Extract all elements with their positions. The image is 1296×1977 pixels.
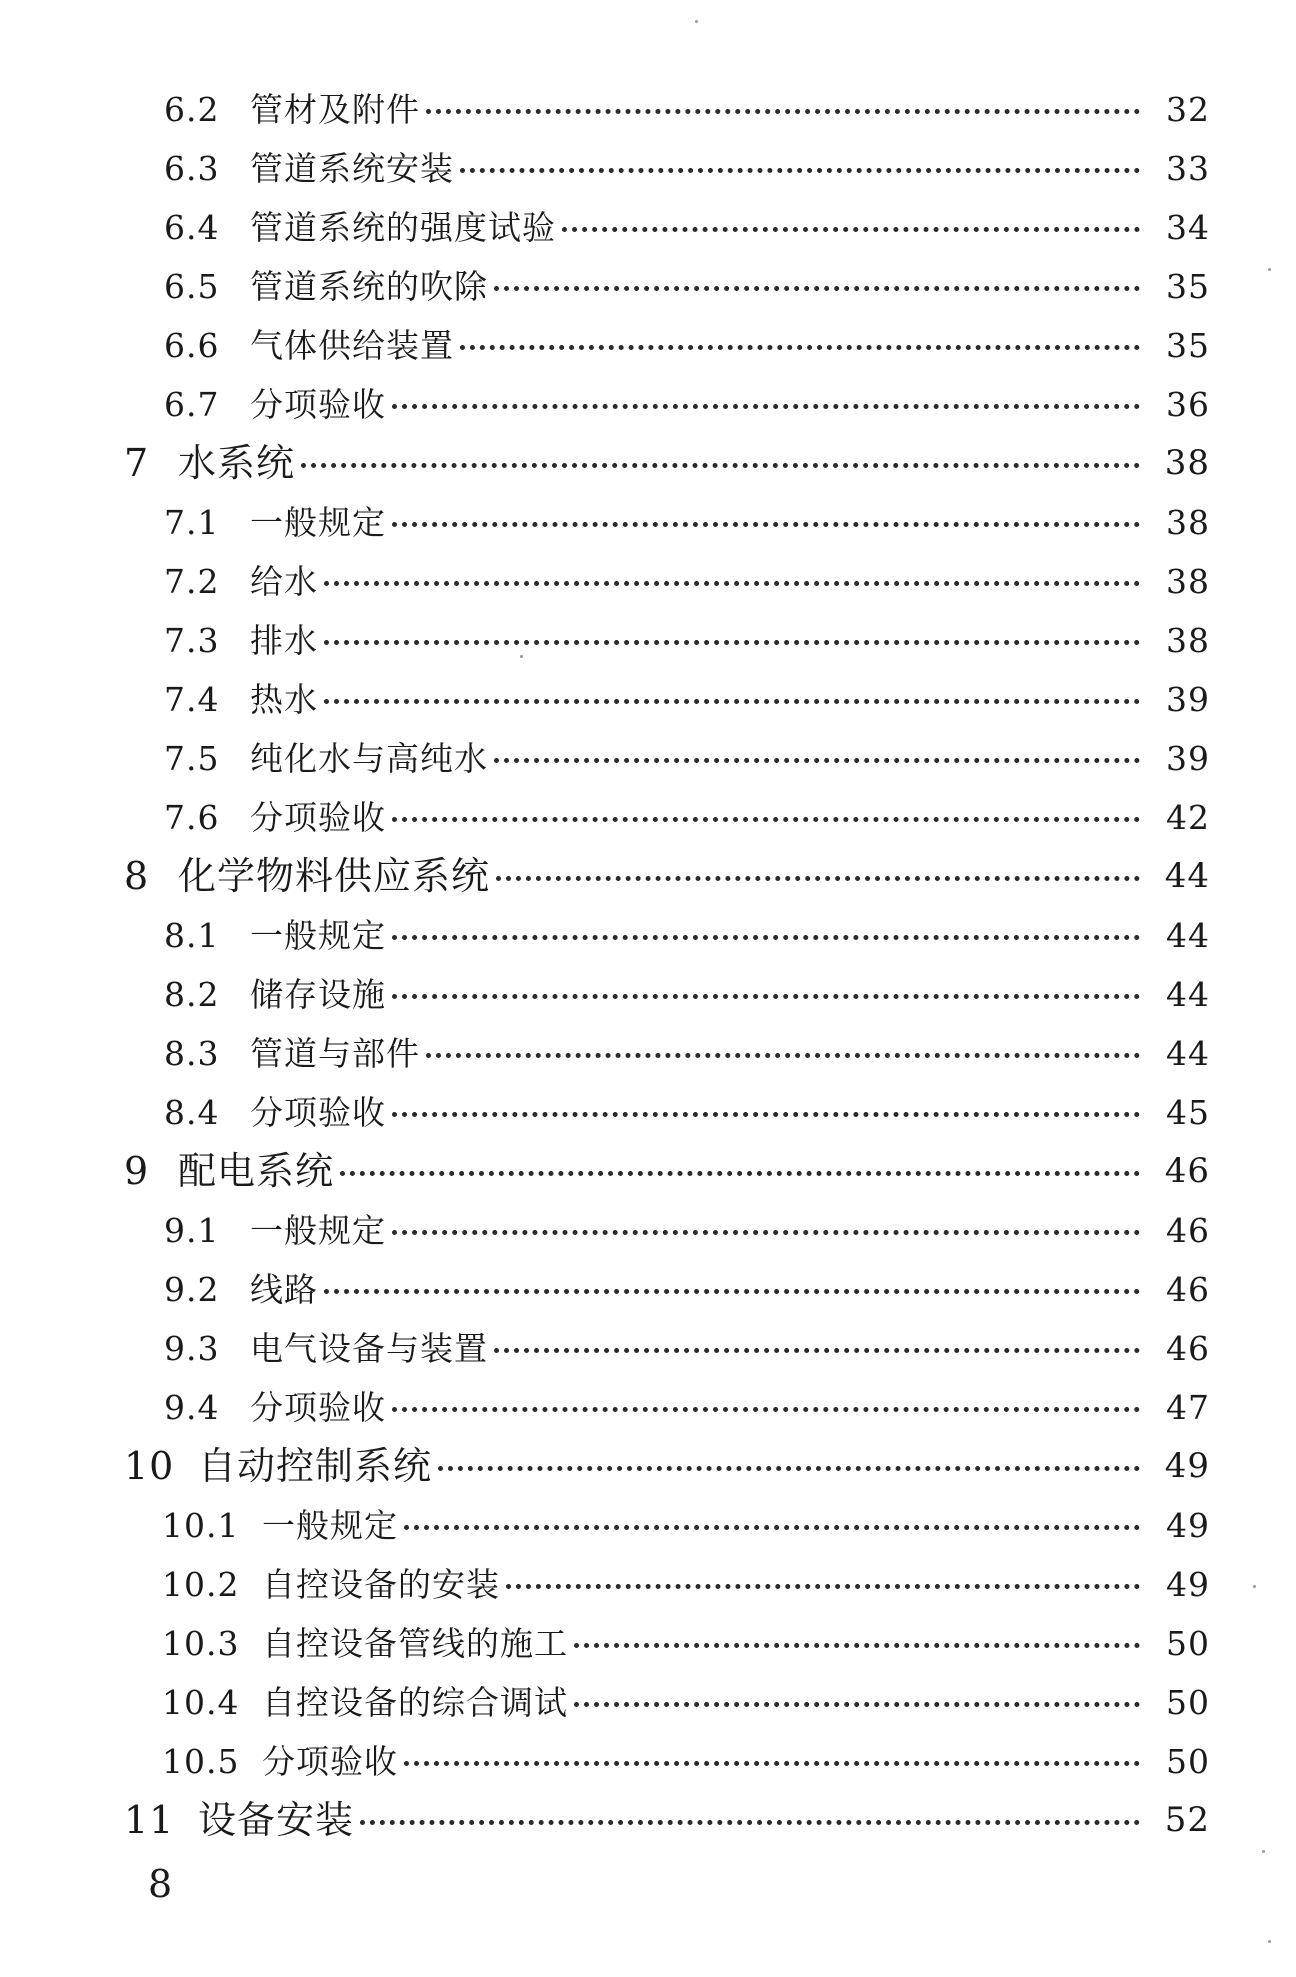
toc-entry-page: 38 xyxy=(1166,621,1210,660)
toc-entry-title: 水系统 xyxy=(178,441,296,485)
toc-entry-page: 49 xyxy=(1166,1565,1210,1604)
dot-leader xyxy=(562,198,1140,257)
toc-section-entry[interactable] xyxy=(120,1083,1210,1142)
dot-leader xyxy=(494,257,1140,316)
toc-entry-title: 设备安装 xyxy=(198,1798,355,1842)
toc-entry-title: 一般规定 xyxy=(250,503,386,542)
toc-entry-number: 9.4 xyxy=(164,1388,220,1427)
scan-speck xyxy=(1268,268,1271,271)
scan-speck xyxy=(1253,1585,1256,1588)
dot-leader xyxy=(460,139,1140,198)
toc-section-entry[interactable] xyxy=(120,552,1210,611)
toc-entry-page: 46 xyxy=(1166,1329,1210,1368)
dot-leader xyxy=(494,729,1140,788)
toc-entry-title: 分项验收 xyxy=(250,798,386,837)
toc-entry-title: 线路 xyxy=(250,1270,318,1309)
toc-entry-page: 46 xyxy=(1166,1270,1210,1309)
toc-section-entry[interactable] xyxy=(120,788,1210,847)
toc-section-entry[interactable] xyxy=(120,1555,1210,1614)
toc-entry-title: 分项验收 xyxy=(262,1742,398,1781)
toc-entry-page: 44 xyxy=(1166,1034,1210,1073)
toc-entry-page: 35 xyxy=(1166,267,1210,306)
toc-entry-page: 50 xyxy=(1166,1742,1210,1781)
toc-section-entry[interactable] xyxy=(120,729,1210,788)
page-number: 8 xyxy=(148,1862,173,1906)
toc-entry-page: 50 xyxy=(1166,1624,1210,1663)
dot-leader xyxy=(392,493,1140,552)
toc-entry-title: 管道系统安装 xyxy=(250,149,454,188)
scan-speck xyxy=(1268,1940,1271,1943)
toc-entry-number: 7.2 xyxy=(164,562,220,601)
toc-entry-number: 7.4 xyxy=(164,680,220,719)
toc-entry-number: 7.6 xyxy=(164,798,220,837)
toc-section-entry[interactable] xyxy=(120,670,1210,729)
toc-entry-number: 10.4 xyxy=(162,1683,240,1722)
toc-entry-title: 管道系统的吹除 xyxy=(250,267,488,306)
toc-entry-number: 7.1 xyxy=(164,503,220,542)
toc-section-entry[interactable] xyxy=(120,316,1210,375)
toc-chapter-entry[interactable] xyxy=(120,847,1210,906)
toc-entry-page: 42 xyxy=(1166,798,1210,837)
toc-entry-number: 6.2 xyxy=(164,90,220,129)
toc-entry-number: 10.5 xyxy=(162,1742,240,1781)
toc-entry-number: 9.2 xyxy=(164,1270,220,1309)
toc-entry-number: 6.5 xyxy=(164,267,220,306)
toc-entry-page: 52 xyxy=(1164,1800,1210,1840)
toc-entry-page: 39 xyxy=(1166,680,1210,719)
dot-leader xyxy=(392,1378,1140,1437)
toc-entry-title: 配电系统 xyxy=(178,1149,335,1193)
toc-entry-title: 储存设施 xyxy=(250,975,386,1014)
dot-leader xyxy=(496,847,1140,906)
toc-entry-title: 管材及附件 xyxy=(250,90,420,129)
toc-entry-title: 管道系统的强度试验 xyxy=(250,208,556,247)
toc-section-entry[interactable] xyxy=(120,1024,1210,1083)
toc-entry-page: 49 xyxy=(1164,1446,1210,1486)
toc-entry-title: 电气设备与装置 xyxy=(250,1329,488,1368)
toc-section-entry[interactable] xyxy=(120,493,1210,552)
toc-entry-title: 给水 xyxy=(250,562,318,601)
toc-entry-page: 39 xyxy=(1166,739,1210,778)
toc-chapter-entry[interactable] xyxy=(120,434,1210,493)
toc-entry-title: 分项验收 xyxy=(250,1093,386,1132)
dot-leader xyxy=(404,1496,1140,1555)
dot-leader xyxy=(426,80,1140,139)
toc-entry-title: 自动控制系统 xyxy=(198,1444,433,1488)
toc-section-entry[interactable] xyxy=(120,965,1210,1024)
toc-entry-number: 9 xyxy=(124,1149,150,1193)
toc-entry-number: 8.2 xyxy=(164,975,220,1014)
toc-section-entry[interactable] xyxy=(120,257,1210,316)
dot-leader xyxy=(404,1732,1140,1791)
toc-entry-number: 6.3 xyxy=(164,149,220,188)
toc-entry-page: 44 xyxy=(1166,975,1210,1014)
toc-entry-page: 46 xyxy=(1164,1151,1210,1191)
toc-entry-title: 自控设备的安装 xyxy=(262,1565,500,1604)
toc-entry-number: 6.7 xyxy=(164,385,220,424)
toc-chapter-entry[interactable] xyxy=(120,1142,1210,1201)
dot-leader xyxy=(392,906,1140,965)
toc-entry-page: 34 xyxy=(1166,208,1210,247)
dot-leader xyxy=(574,1614,1140,1673)
toc-entry-page: 36 xyxy=(1166,385,1210,424)
toc-section-entry[interactable] xyxy=(120,1201,1210,1260)
toc-entry-page: 38 xyxy=(1166,503,1210,542)
dot-leader xyxy=(460,316,1140,375)
toc-section-entry[interactable] xyxy=(120,1378,1210,1437)
toc-entry-title: 管道与部件 xyxy=(250,1034,420,1073)
toc-entry-page: 32 xyxy=(1166,90,1210,129)
toc-entry-number: 8.1 xyxy=(164,916,220,955)
toc-section-entry[interactable] xyxy=(120,80,1210,139)
toc-entry-number: 7.3 xyxy=(164,621,220,660)
toc-section-entry[interactable] xyxy=(120,1732,1210,1791)
toc-entry-number: 8.3 xyxy=(164,1034,220,1073)
toc-entry-page: 46 xyxy=(1166,1211,1210,1250)
toc-entry-number: 8 xyxy=(124,854,150,898)
toc-entry-title: 自控设备管线的施工 xyxy=(262,1624,568,1663)
toc-entry-title: 气体供给装置 xyxy=(250,326,454,365)
dot-leader xyxy=(392,788,1140,847)
toc-section-entry[interactable] xyxy=(120,1496,1210,1555)
dot-leader xyxy=(340,1142,1140,1201)
scan-speck xyxy=(1262,1850,1265,1853)
toc-entry-page: 38 xyxy=(1164,443,1210,483)
toc-entry-title: 分项验收 xyxy=(250,385,386,424)
dot-leader xyxy=(392,375,1140,434)
dot-leader xyxy=(324,1260,1140,1319)
toc-entry-number: 11 xyxy=(124,1798,175,1842)
toc-entry-page: 49 xyxy=(1166,1506,1210,1545)
toc-entry-number: 9.1 xyxy=(164,1211,220,1250)
dot-leader xyxy=(426,1024,1140,1083)
toc-section-entry[interactable] xyxy=(120,1673,1210,1732)
toc-section-entry[interactable] xyxy=(120,1260,1210,1319)
dot-leader xyxy=(324,552,1140,611)
toc-entry-title: 一般规定 xyxy=(250,1211,386,1250)
toc-entry-number: 8.4 xyxy=(164,1093,220,1132)
toc-entry-title: 自控设备的综合调试 xyxy=(262,1683,568,1722)
toc-entry-number: 10.2 xyxy=(162,1565,240,1604)
toc-section-entry[interactable] xyxy=(120,1319,1210,1378)
toc-entry-title: 一般规定 xyxy=(250,916,386,955)
toc-entry-title: 热水 xyxy=(250,680,318,719)
table-of-contents xyxy=(120,80,1210,1850)
toc-entry-page: 47 xyxy=(1166,1388,1210,1427)
toc-entry-page: 45 xyxy=(1166,1093,1210,1132)
toc-section-entry[interactable] xyxy=(120,139,1210,198)
toc-section-entry[interactable] xyxy=(120,198,1210,257)
toc-entry-number: 10.3 xyxy=(162,1624,240,1663)
dot-leader xyxy=(494,1319,1140,1378)
toc-section-entry[interactable] xyxy=(120,1614,1210,1673)
toc-entry-page: 50 xyxy=(1166,1683,1210,1722)
toc-entry-number: 6.4 xyxy=(164,208,220,247)
toc-entry-page: 44 xyxy=(1166,916,1210,955)
toc-entry-number: 6.6 xyxy=(164,326,220,365)
dot-leader xyxy=(438,1437,1140,1496)
dot-leader xyxy=(360,1791,1140,1850)
toc-entry-page: 33 xyxy=(1166,149,1210,188)
toc-entry-number: 10.1 xyxy=(162,1506,240,1545)
dot-leader xyxy=(392,1201,1140,1260)
scan-speck xyxy=(520,655,523,658)
toc-entry-title: 纯化水与高纯水 xyxy=(250,739,488,778)
toc-entry-number: 10 xyxy=(124,1444,175,1488)
dot-leader xyxy=(392,1083,1140,1142)
toc-entry-number: 7 xyxy=(124,441,150,485)
toc-entry-page: 44 xyxy=(1164,856,1210,896)
toc-entry-title: 化学物料供应系统 xyxy=(178,854,491,898)
toc-section-entry[interactable] xyxy=(120,611,1210,670)
toc-entry-title: 分项验收 xyxy=(250,1388,386,1427)
toc-entry-number: 7.5 xyxy=(164,739,220,778)
toc-chapter-entry[interactable] xyxy=(120,1791,1210,1850)
dot-leader xyxy=(574,1673,1140,1732)
dot-leader xyxy=(392,965,1140,1024)
toc-entry-number: 9.3 xyxy=(164,1329,220,1368)
toc-entry-page: 38 xyxy=(1166,562,1210,601)
toc-entry-page: 35 xyxy=(1166,326,1210,365)
toc-entry-title: 排水 xyxy=(250,621,318,660)
toc-entry-title: 一般规定 xyxy=(262,1506,398,1545)
toc-section-entry[interactable] xyxy=(120,906,1210,965)
dot-leader xyxy=(506,1555,1140,1614)
toc-chapter-entry[interactable] xyxy=(120,1437,1210,1496)
dot-leader xyxy=(301,434,1140,493)
dot-leader xyxy=(324,611,1140,670)
dot-leader xyxy=(324,670,1140,729)
scan-speck xyxy=(695,20,698,23)
toc-section-entry[interactable] xyxy=(120,375,1210,434)
